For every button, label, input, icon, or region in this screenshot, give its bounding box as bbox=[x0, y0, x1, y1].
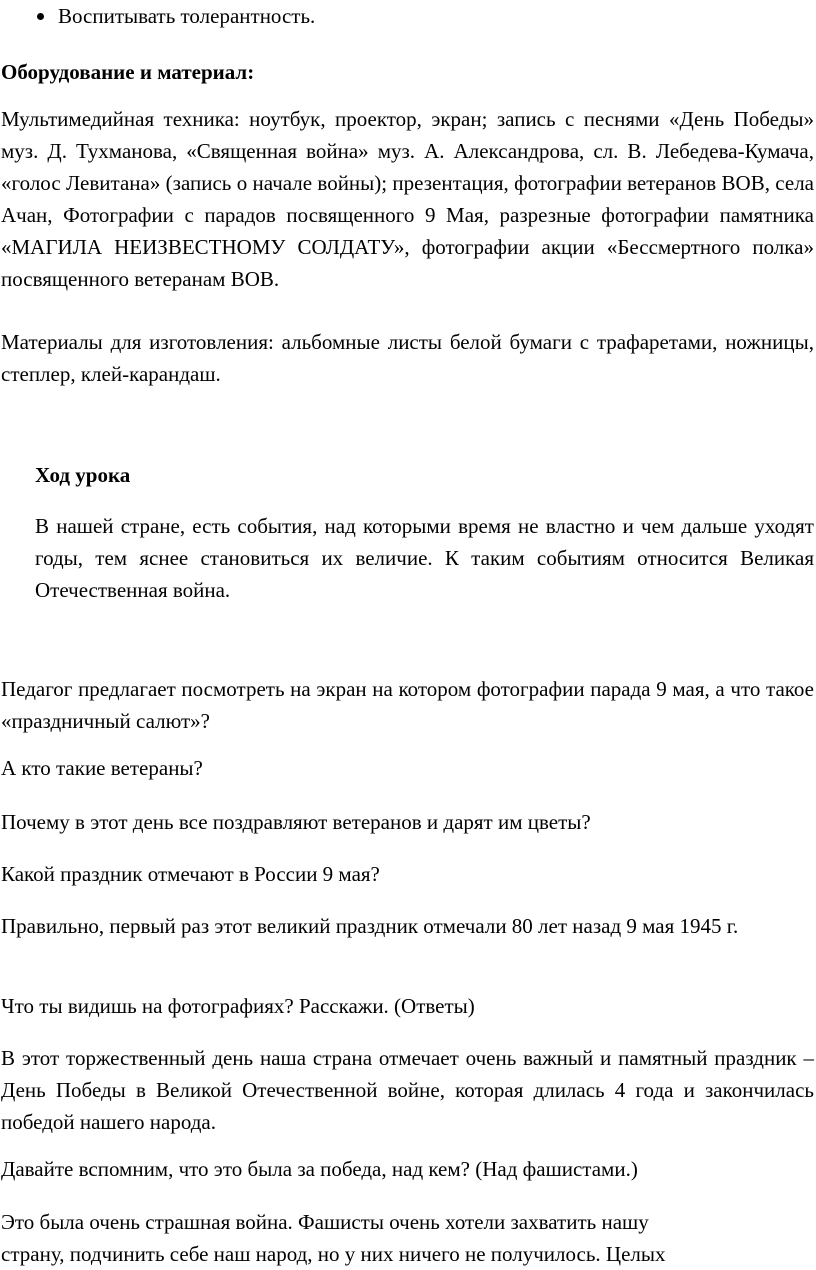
materials-paragraph: Материалы для изготовления: альбомные листы белой бумаги с трафаретами, ножницы, степлер, клей-карандаш. bbox=[1, 330, 814, 386]
paragraph8-block bbox=[1, 1153, 814, 1185]
equipment-heading: Оборудование и материал: bbox=[1, 60, 255, 84]
question-paragraph: Почему в этот день все поздравляют ветеранов и дарят им цветы? bbox=[1, 810, 591, 834]
lesson-intro-block bbox=[35, 510, 814, 606]
body-paragraph: Что ты видишь на фотографиях? Расскажи. (Ответы) bbox=[1, 994, 475, 1018]
body-paragraph: Давайте вспомним, что это была за победа, над кем? (Над фашистами.) bbox=[1, 1157, 638, 1181]
body-line: страну, подчинить себе наш народ, но у них ничего не получилось. Целых bbox=[1, 1242, 666, 1266]
paragraph9-block bbox=[1, 1206, 814, 1270]
lesson-intro-paragraph: В нашей стране, есть события, над которыми время не властно и чем дальше уходят годы, тем яснее становиться их величие. К таким событиям относится Великая Отечественная война. bbox=[35, 514, 814, 602]
bullet-text: Воспитывать толерантность. bbox=[58, 4, 316, 28]
equipment-paragraph: Мультимедийная техника: ноутбук, проектор, экран; запись с песнями «День Победы» муз. Д. Тухманова, «Священная война» муз. А. Александрова, сл. В. Лебедева-Кумача, «голос Левитана» (запись о начале войны); презентация, фотографии ветеранов ВОВ, села Ачан, Фотографии с парадов посвященного 9 Мая, разрезные фотографии памятника «МАГИЛА НЕИЗВЕСТНОМУ СОЛДАТУ», фотографии акции «Бессмертного полка» посвященного ветеранам ВОВ. bbox=[1, 107, 814, 291]
question3-block bbox=[1, 806, 814, 838]
lesson-heading-block bbox=[35, 459, 814, 491]
paragraph5-block bbox=[1, 910, 814, 942]
equipment-paragraph-block bbox=[1, 103, 814, 295]
bullet-icon bbox=[37, 13, 44, 20]
question1-block bbox=[1, 673, 814, 737]
paragraph7-block bbox=[1, 1042, 814, 1138]
question2-block bbox=[1, 752, 814, 784]
question-paragraph: А кто такие ветераны? bbox=[1, 756, 203, 780]
paragraph6-block bbox=[1, 990, 814, 1022]
materials-paragraph-block bbox=[1, 326, 814, 390]
body-paragraph: Правильно, первый раз этот великий праздник отмечали 80 лет назад 9 мая 1945 г. bbox=[1, 914, 739, 938]
lesson-heading: Ход урока bbox=[35, 463, 131, 487]
question4-block bbox=[1, 858, 814, 890]
equipment-heading-block bbox=[1, 56, 814, 88]
body-line: Это была очень страшная война. Фашисты очень хотели захватить нашу bbox=[1, 1210, 649, 1234]
bullet-list-item bbox=[37, 0, 315, 32]
question-paragraph: Какой праздник отмечают в России 9 мая? bbox=[1, 862, 380, 886]
body-paragraph: В этот торжественный день наша страна отмечает очень важный и памятный праздник – День Победы в Великой Отечественной войне, которая длилась 4 года и закончилась победой нашего народа. bbox=[1, 1046, 814, 1134]
question-paragraph: Педагог предлагает посмотреть на экран на котором фотографии парада 9 мая, а что такое «праздничный салют»? bbox=[1, 677, 814, 733]
